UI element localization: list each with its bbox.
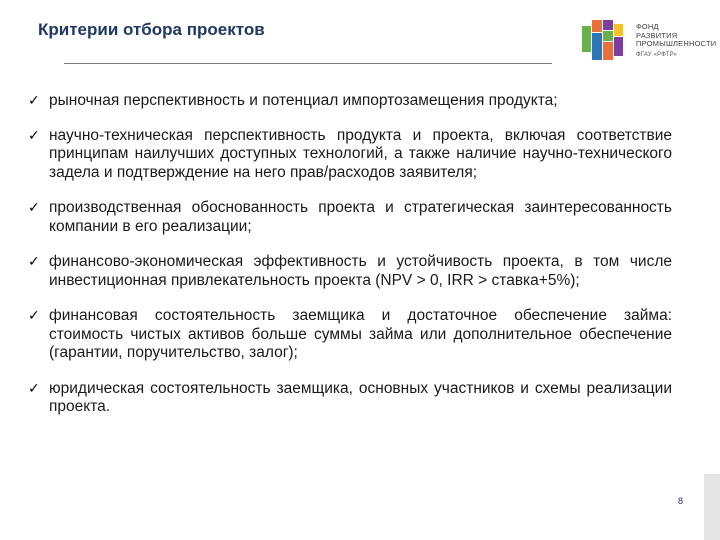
list-item bbox=[28, 92, 672, 111]
list-item bbox=[28, 199, 672, 236]
list-item bbox=[28, 380, 672, 417]
logo-line: ПРОМЫШЛЕННОСТИ bbox=[636, 39, 717, 48]
logo-text bbox=[636, 23, 716, 59]
list-item bbox=[28, 127, 672, 183]
page-number: 8 bbox=[678, 496, 684, 506]
check-icon: ✓ bbox=[28, 380, 40, 397]
logo-mark-icon bbox=[578, 16, 630, 64]
logo-line: ФОНД bbox=[636, 22, 659, 31]
criterion-text: финансовая состоятельность заемщика и достаточное обеспечение займа: стоимость чистых активов больше суммы займа или дополнительное обеспечение (гарантии, поручительство, залог); bbox=[49, 307, 672, 361]
corner-decoration bbox=[704, 474, 720, 540]
check-icon: ✓ bbox=[28, 308, 40, 324]
criterion-text: финансово-экономическая эффективность и устойчивость проекта, в том числе инвестиционная привлекательность проекта (NPV > 0, IRR > ставка+5%); bbox=[49, 253, 672, 289]
criteria-list bbox=[28, 92, 672, 434]
criterion-text: научно-техническая перспективность продукта и проекта, включая соответствие принципам наилучших доступных технологий, а также наличие научно-технического задела и подтверждение на него прав/расходов заявителя; bbox=[49, 126, 672, 181]
list-item bbox=[28, 253, 672, 290]
logo-subline: ФГАУ «РФТР» bbox=[636, 51, 677, 58]
check-icon: ✓ bbox=[28, 93, 40, 109]
criterion-text: рыночная перспективность и потенциал импортозамещения продукта; bbox=[49, 92, 558, 109]
list-item bbox=[28, 307, 672, 363]
check-icon: ✓ bbox=[28, 127, 40, 144]
logo bbox=[578, 14, 717, 66]
criterion-text: производственная обоснованность проекта и стратегическая заинтересованность компании в его реализации; bbox=[49, 199, 672, 235]
check-icon: ✓ bbox=[28, 254, 40, 270]
criterion-text: юридическая состоятельность заемщика, основных участников и схемы реализации проекта. bbox=[49, 379, 672, 415]
page-title: Критерии отбора проектов bbox=[38, 20, 265, 39]
title-divider bbox=[64, 63, 552, 64]
check-icon: ✓ bbox=[28, 200, 40, 216]
logo-line: РАЗВИТИЯ bbox=[636, 30, 678, 40]
